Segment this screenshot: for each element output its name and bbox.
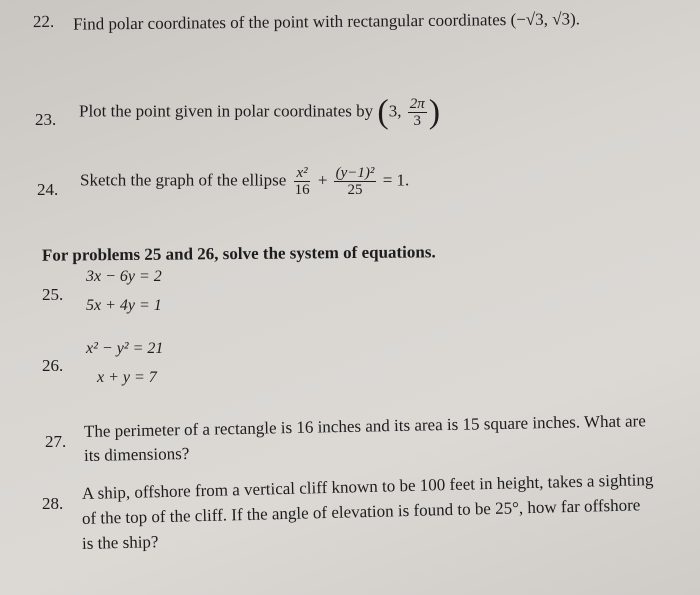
right-paren: ) bbox=[428, 93, 441, 131]
problem-26-equation-2: x + y = 7 bbox=[97, 369, 157, 386]
problem-24-prompt: Sketch the graph of the ellipse bbox=[80, 170, 287, 190]
polar-r: 3, bbox=[388, 101, 402, 121]
problem-28-line-2: of the top of the cliff. If the angle of elevation is found to be 25°, how far offshore bbox=[81, 495, 641, 528]
polar-theta-fraction bbox=[408, 96, 427, 129]
problem-27-number: 27. bbox=[45, 432, 67, 451]
left-paren: ( bbox=[377, 93, 389, 131]
term2-denominator: 25 bbox=[347, 182, 363, 198]
plus-sign: + bbox=[317, 170, 328, 190]
problem-27-line-1: The perimeter of a rectangle is 16 inches and its area is 15 square inches. What are bbox=[83, 411, 646, 441]
problem-26-equation-1: x² − y² = 21 bbox=[86, 340, 164, 357]
problem-24-number: 24. bbox=[37, 180, 59, 199]
problem-25-number: 25. bbox=[42, 285, 64, 304]
ellipse-term-1 bbox=[293, 165, 312, 198]
problem-27-line-2: its dimensions? bbox=[83, 443, 190, 465]
problem-28-line-3: is the ship? bbox=[81, 532, 159, 553]
problem-22-text bbox=[73, 9, 580, 34]
term1-denominator: 16 bbox=[294, 182, 310, 198]
ellipse-rhs: = 1. bbox=[382, 170, 410, 190]
problem-28-number: 28. bbox=[42, 494, 64, 513]
ellipse-term-2 bbox=[334, 165, 377, 198]
problem-23-number: 23. bbox=[35, 110, 57, 129]
problem-25-equation-2: 5x + 4y = 1 bbox=[86, 297, 162, 314]
problem-24-text bbox=[80, 165, 409, 198]
theta-numerator: 2π bbox=[409, 96, 425, 112]
problem-22-prompt: Find polar coordinates of the point with rectangular coordinates bbox=[72, 10, 507, 34]
problem-22-coordinates: (−√3, √3). bbox=[510, 9, 581, 30]
term1-numerator: x² bbox=[296, 165, 308, 181]
term2-numerator: (y−1)² bbox=[335, 165, 375, 181]
problem-28-line-1: A ship, offshore from a vertical cliff known to be 100 feet in height, takes a sighting bbox=[81, 470, 654, 503]
problem-25-equation-1: 3x − 6y = 2 bbox=[86, 268, 162, 285]
problem-23-prompt: Plot the point given in polar coordinates by bbox=[79, 101, 374, 121]
section-heading: For problems 25 and 26, solve the system of equations. bbox=[41, 242, 436, 265]
problem-26-number: 26. bbox=[42, 356, 64, 375]
theta-denominator: 3 bbox=[413, 113, 421, 129]
problem-23-text bbox=[79, 93, 441, 131]
problem-22-number: 22. bbox=[32, 11, 55, 32]
